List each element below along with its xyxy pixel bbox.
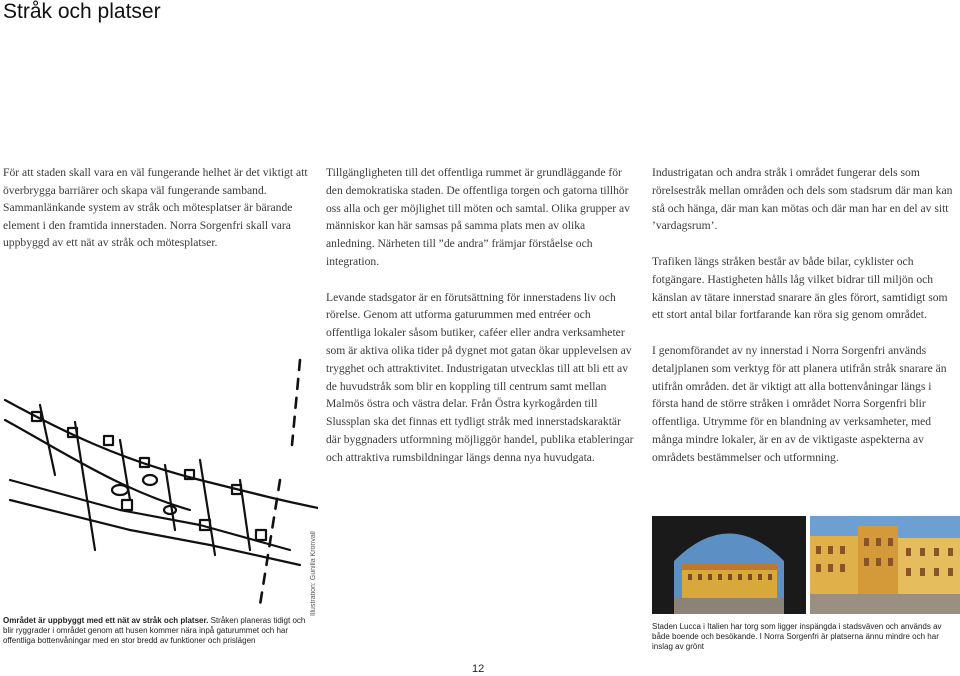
photo-caption: Staden Lucca i Italien har torg som ligger inspängda i stadsväven och används av både boende och besökande. I Norra Sorgenfri är platserna ännu mindre och har inslag av grönt — [652, 622, 942, 651]
page-title: Stråk och platser — [3, 0, 161, 23]
text-column-3 — [652, 164, 957, 484]
piazza-illustration — [810, 516, 960, 614]
sketch-caption — [3, 616, 317, 646]
paragraph: Industrigatan och andra stråk i området fungerar dels som rörelsestråk mellan områden och dels som stadsrum där man kan stå och hänga, där man kan mötas och där man har en del av sitt ’vardagsrum’. — [652, 166, 953, 233]
street-network-sketch — [0, 350, 318, 612]
lucca-piazza-photo — [810, 516, 960, 614]
caption-rest: Stråken planeras tidigt och blir ryggrader i området genom att husen kommer nära inpå gaturummet och har offentliga bottenvåningar med en stor bredd av funktioner och prislägen — [3, 616, 306, 645]
paragraph: Levande stadsgator är en förutsättning för innerstadens liv och rörelse. Genom att utforma gaturummen med entréer och offentliga lokaler såsom butiker, caféer eller andra verksamheter som är aktiva olika tider på dygnet mot gatan ökar upplevelsen av trygghet och attraktivitet. Industrigatan utvecklas till att bli ett av de huvudstråk som blir en koppling till centrum samt mellan Malmös östra och västra delar. Från Östra kyrkogården till Slussplan ska det finnas ett tydligt stråk med innerstadskaraktär där byggnaders utformning möjliggör handel, publika etableringar och attraktiva rumsbildningar längs denna nya huvudgata. — [326, 290, 634, 464]
page-number: 12 — [472, 663, 485, 675]
intro-paragraph: För att staden skall vara en väl fungerande helhet är det viktigt att överbrygga barriärer och skapa väl fungerande samband. Sammanlänkande system av stråk och mötesplatser är bärande element i den framtida innerstaden. Norra Sorgenfri skall vara uppbyggd av ett nät av stråk och mötesplatser. — [3, 166, 308, 250]
paragraph: I genomförandet av ny innerstad i Norra Sorgenfri används detaljplanen som verktyg för att planera utifrån stråk snarare än utifrån områden. det är viktigt att alla bottenvåningar längs i första hand de större stråken i området Norra Sorgenfri blir offentliga. Utrymme för en blandning av verksamheter, med många mindre lokaler, är en av de viktigaste aspekterna av områdets bestämmelser och utformning. — [652, 343, 947, 464]
paragraph: Trafiken längs stråken består av både bilar, cyklister och fotgängare. Hastigheten hålls låg vilket bidrar till miljön och känslan av tätare innerstad snarare än gles förort, samtidigt som ett stort antal bilar fortfarande kan röra sig genom området. — [652, 254, 948, 322]
text-column-2 — [326, 164, 636, 484]
caption-bold: Området är uppbyggt med ett nät av stråk och platser. — [3, 616, 209, 625]
lucca-arch-photo — [652, 516, 806, 614]
illustration-credit: Illustration: Gunilla Kronvall — [310, 531, 317, 616]
arch-illustration — [652, 516, 806, 614]
paragraph: Tillgängligheten till det offentliga rummet är grundläggande för den demokratiska staden. De offentliga torgen och gatorna tillhör oss alla och ger möjlighet till möten och samtal. Olika grupper av människor kan här samsas på samma plats men av olika anledning. Närheten till ”de andra” främjar förståelse och integration. — [326, 166, 630, 268]
